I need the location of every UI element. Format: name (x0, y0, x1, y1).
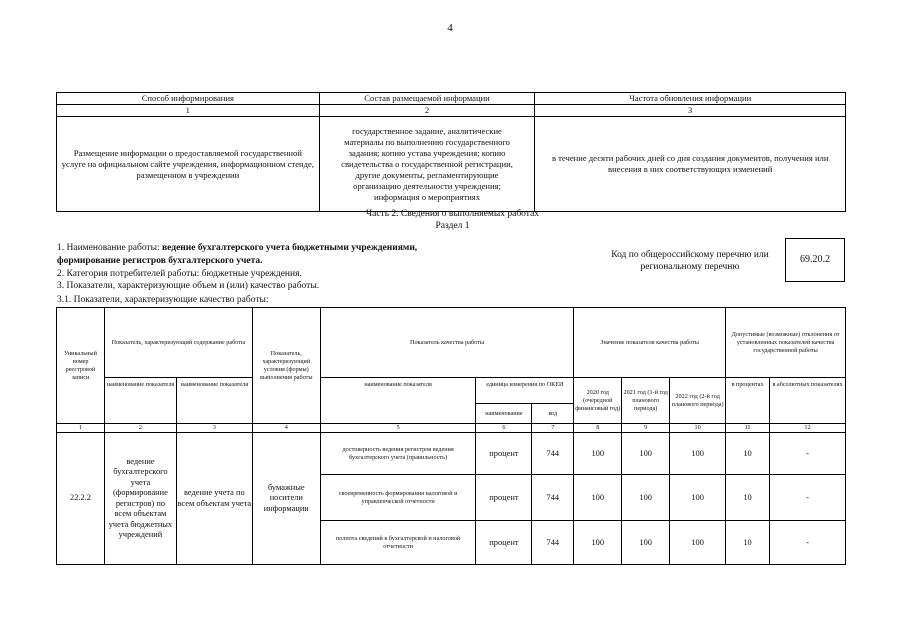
table-row (57, 433, 846, 475)
content-line: свидетельства о государственной регистрации, (341, 158, 513, 169)
content-indicator-1: ведение бухгалтерского учета (формирование регистров) по всем объектам учета бюджетных учреждений (104, 433, 176, 565)
part-title: Часть 2. Сведения о выполняемых работах (365, 209, 540, 219)
value-2022: 100 (670, 475, 726, 521)
info-frequency: в течение десяти рабочих дней со дня создания документов, получения или внесения в них соответствующих изменений (535, 117, 846, 212)
header-deviation: Допустимые (возможные) отклонения от установленных показателей качества государственной работы (726, 308, 846, 378)
code-label (600, 249, 780, 273)
code-value: 69.20.2 (785, 238, 845, 282)
unit-code: 744 (532, 475, 574, 521)
header-quality: Показатель качества работы (320, 308, 574, 378)
col-number: 9 (622, 424, 670, 433)
header-frequency: Частота обновления информации (535, 93, 846, 105)
info-table (56, 92, 846, 212)
value-2022: 100 (670, 521, 726, 565)
unit-name: процент (476, 475, 532, 521)
indicator-name: своевременность формирования налоговой и управленческой отчетности (320, 475, 476, 521)
header-2022: 2022 год (2-й год планового периода) (670, 378, 726, 424)
code-label-line: региональному перечню (640, 262, 740, 272)
content-line: организацию деятельности учреждения; (353, 180, 501, 191)
col-number: 7 (532, 424, 574, 433)
indicator-name: полнота сведений в бухгалтерской и налоговой отчетности (320, 521, 476, 565)
work-name-cont: формирование регистров бухгалтерского учета. (57, 256, 263, 266)
col-number: 12 (770, 424, 846, 433)
col-number: 6 (476, 424, 532, 433)
col-number: 5 (320, 424, 476, 433)
value-2020: 100 (574, 475, 622, 521)
quality-table (56, 307, 846, 565)
value-2021: 100 (622, 433, 670, 475)
condition-indicator: бумажные носители информации (252, 433, 320, 565)
value-2022: 100 (670, 433, 726, 475)
work-name-prefix: 1. Наименование работы: (57, 243, 163, 253)
content-line: другие документы, регламентирующие (355, 169, 499, 180)
col-number: 11 (726, 424, 770, 433)
deviation-absolute: - (770, 475, 846, 521)
volume-quality-heading: 3. Показатели, характеризующие объем и (или) качество работы. (57, 281, 320, 291)
registry-number: 22.2.2 (57, 433, 105, 565)
value-2020: 100 (574, 433, 622, 475)
col-number: 1 (57, 105, 320, 117)
deviation-absolute: - (770, 433, 846, 475)
header-name2: наименование показателя (176, 378, 252, 424)
header-okei-name: наименование (476, 404, 532, 424)
header-unique-number: Уникальный номер реестровой записи (57, 308, 105, 424)
code-label-line: Код по общероссийскому перечню или (611, 250, 769, 260)
unit-code: 744 (532, 433, 574, 475)
header-content: Состав размещаемой информации (319, 93, 535, 105)
content-line: задания; копию устава учреждения; копию (348, 147, 506, 158)
header-conditions: Показатель, характеризующий условия (формы) выполнения работы (252, 308, 320, 424)
header-okei-code: код (532, 404, 574, 424)
content-line: материалы по выполнению государственного (344, 136, 510, 147)
deviation-percent: 10 (726, 433, 770, 475)
header-2020: 2020 год (очередной финансовый год) (574, 378, 622, 424)
consumer-category: 2. Категория потребителей работы: бюджетные учреждения. (57, 269, 302, 279)
page-number: 4 (447, 22, 453, 34)
info-method: Размещение информации о предоставляемой государственной услуге на официальном сайте учреждения, информационном стенде, размещенном в учреждении (57, 117, 320, 212)
header-2021: 2021 год (1-й год планового периода) (622, 378, 670, 424)
unit-name: процент (476, 521, 532, 565)
deviation-percent: 10 (726, 521, 770, 565)
unit-name: процент (476, 433, 532, 475)
info-content (319, 117, 535, 212)
col-number: 2 (319, 105, 535, 117)
value-2021: 100 (622, 521, 670, 565)
work-name (57, 243, 417, 253)
content-line: государственное задание, аналитические (352, 125, 502, 136)
header-percent: в процентах (726, 378, 770, 424)
deviation-percent: 10 (726, 475, 770, 521)
value-2021: 100 (622, 475, 670, 521)
indicator-name: достоверность ведения регистров ведения бухгалтерского учета (правильность) (320, 433, 476, 475)
header-method: Способ информирования (57, 93, 320, 105)
content-indicator-2: ведение учета по всем объектам учета (176, 433, 252, 565)
header-indicator-name: наименование показателя (320, 378, 476, 424)
col-number: 3 (535, 105, 846, 117)
col-number: 1 (57, 424, 105, 433)
col-number: 10 (670, 424, 726, 433)
header-okei: единица измерения по ОКЕИ (476, 378, 574, 404)
quality-heading: 3.1. Показатели, характеризующие качество работы: (57, 295, 269, 305)
content-line: информация о мероприятиях (373, 191, 481, 202)
work-name-bold: ведение бухгалтерского учета бюджетными учреждениями, (162, 243, 418, 253)
section-title: Раздел 1 (435, 221, 470, 231)
col-number: 4 (252, 424, 320, 433)
header-name1: наименование показателя (104, 378, 176, 424)
header-absolute: в абсолютных показателях (770, 378, 846, 424)
col-number: 3 (176, 424, 252, 433)
col-number: 2 (104, 424, 176, 433)
header-content: Показатель, характеризующий содержание работы (104, 308, 252, 378)
deviation-absolute: - (770, 521, 846, 565)
header-values: Значение показателя качества работы (574, 308, 726, 378)
col-number: 8 (574, 424, 622, 433)
unit-code: 744 (532, 521, 574, 565)
value-2020: 100 (574, 521, 622, 565)
